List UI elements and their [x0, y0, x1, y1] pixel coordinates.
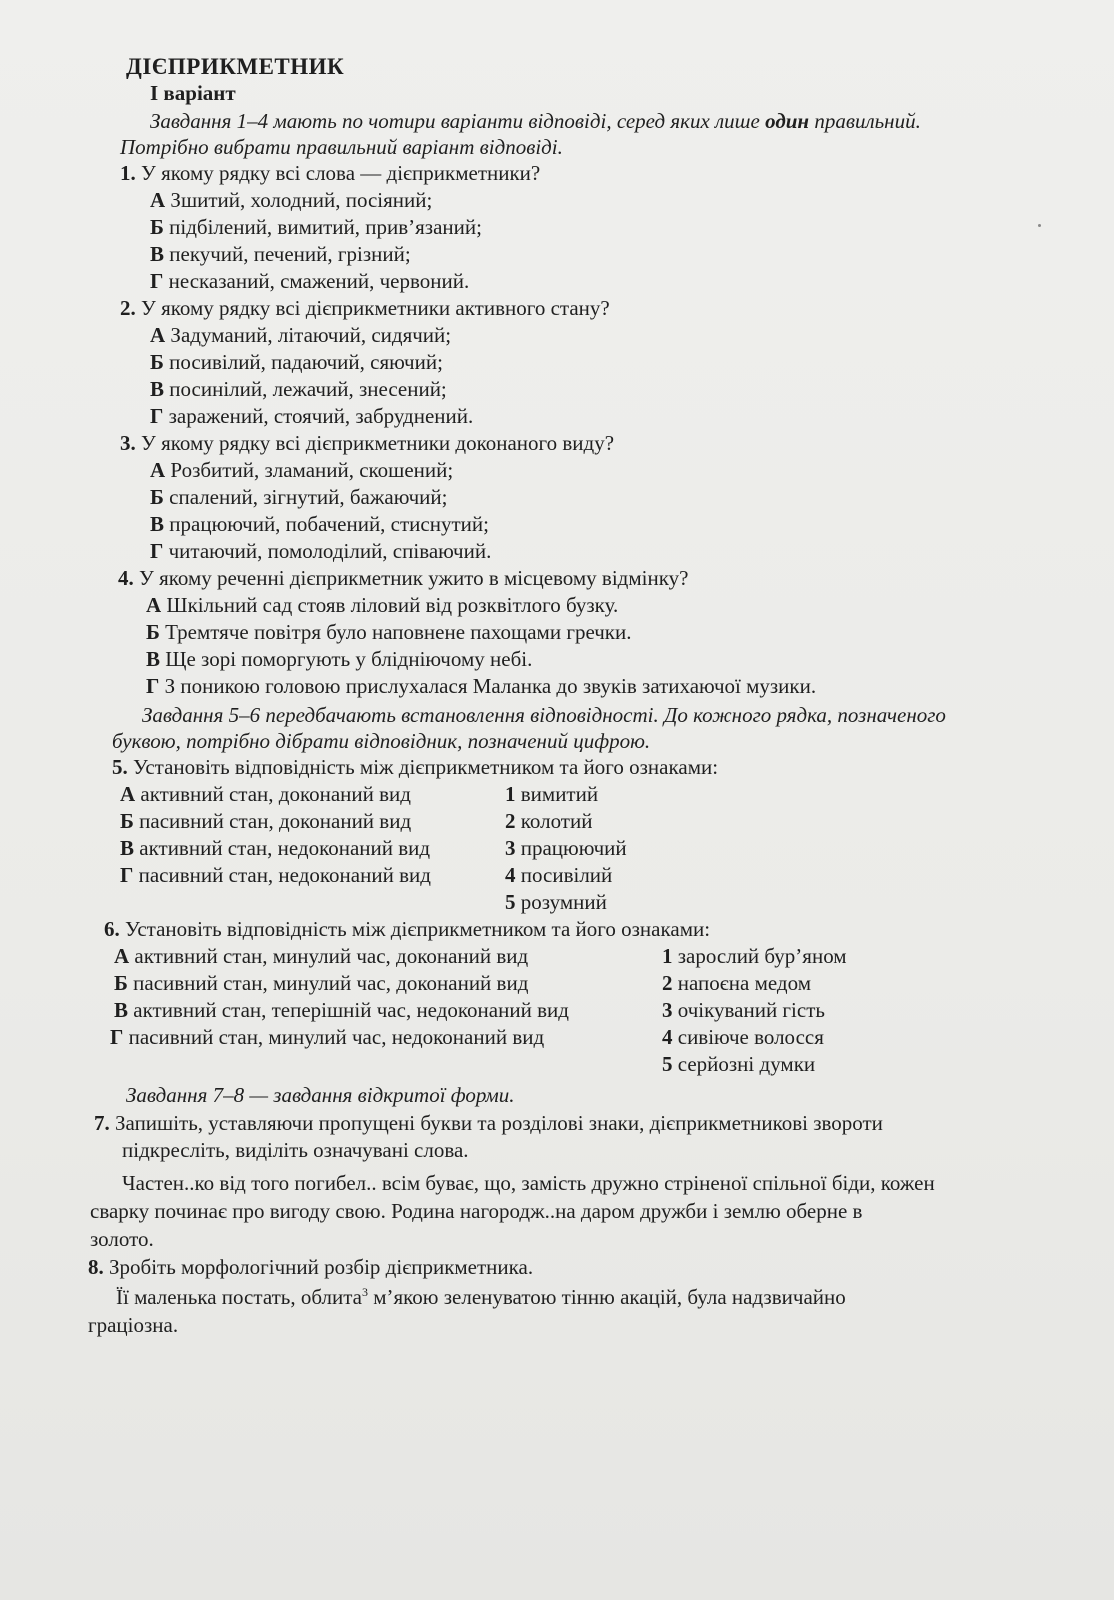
option-text: активний стан, минулий час, доконаний вид [134, 944, 529, 968]
instruction-7-8: Завдання 7–8 — завдання відкритої форми. [126, 1083, 515, 1107]
option-text: працюючий, побачений, стиснутий; [169, 512, 489, 536]
question-2 [120, 295, 610, 321]
option-number: 3 [505, 836, 516, 860]
superscript-mark: 3 [361, 1285, 368, 1299]
question-6 [104, 916, 710, 942]
match-right-item [662, 943, 847, 969]
option-text: пасивний стан, минулий час, недоконаний вид [128, 1025, 545, 1049]
option-number: 4 [505, 863, 516, 887]
option-text: працюючий [520, 836, 627, 860]
option-text: сивіюче волосся [677, 1025, 824, 1049]
match-left-item [114, 970, 528, 996]
option-number: 2 [662, 971, 673, 995]
question-text: Установіть відповідність між дієприкметником та його ознаками: [125, 917, 711, 941]
option-text: посивілий, падаючий, сяючий; [169, 350, 443, 374]
question-text: Запишіть, уставляючи пропущені букви та розділові знаки, дієприкметникові звороти [115, 1111, 883, 1135]
answer-option [146, 619, 632, 645]
instruction-text: Завдання 1–4 мають по чотири варіанти відповіді, серед яких лише [150, 109, 766, 133]
match-left-item [120, 835, 430, 861]
match-left-item [120, 862, 431, 888]
match-right-item [505, 835, 627, 861]
answer-option [146, 646, 532, 672]
option-number: 5 [505, 890, 516, 914]
question-number: 7. [94, 1111, 110, 1135]
option-text: Тремтяче повітря було наповнене пахощами гречки. [165, 620, 632, 644]
match-right-item [505, 808, 592, 834]
answer-option [150, 349, 443, 375]
option-text: пасивний стан, доконаний вид [139, 809, 412, 833]
option-text: Зшитий, холодний, посіяний; [170, 188, 433, 212]
match-right-item [662, 970, 811, 996]
question-7-paragraph-line3: золото. [90, 1227, 154, 1251]
option-letter: В [114, 998, 129, 1022]
answer-option [150, 538, 491, 564]
question-text: У якому реченні дієприкметник ужито в місцевому відмінку? [139, 566, 689, 590]
option-text: колотий [520, 809, 593, 833]
option-text: активний стан, недоконаний вид [139, 836, 431, 860]
option-text: З поникою головою прислухалася Маланка до звуків затихаючої музики. [164, 674, 817, 698]
option-text: серйозні думки [677, 1052, 816, 1076]
option-letter: Б [146, 620, 160, 644]
match-left-item [114, 943, 528, 969]
option-text: посивілий [520, 863, 613, 887]
option-letter: В [146, 647, 161, 671]
option-text: пасивний стан, недоконаний вид [138, 863, 431, 887]
page-title: ДІЄПРИКМЕТНИК [126, 54, 345, 79]
option-text: спалений, зігнутий, бажаючий; [169, 485, 448, 509]
question-5 [112, 754, 718, 780]
option-text: зарослий бур’яном [677, 944, 847, 968]
option-letter: В [150, 377, 165, 401]
option-letter: А [150, 458, 166, 482]
option-text: посинілий, лежачий, знесений; [169, 377, 447, 401]
answer-option [150, 484, 447, 510]
instruction-1-4-line2: Потрібно вибрати правильний варіант відповіді. [120, 135, 563, 159]
option-text: Шкільний сад стояв ліловий від розквітлого бузку. [166, 593, 619, 617]
option-letter: А [114, 944, 130, 968]
question-number: 5. [112, 755, 128, 779]
match-right-item [505, 862, 612, 888]
instruction-1-4-line1 [150, 108, 921, 134]
option-letter: А [150, 188, 166, 212]
option-number: 3 [662, 998, 673, 1022]
option-letter: Б [150, 485, 164, 509]
question-8 [88, 1254, 533, 1280]
option-letter: В [150, 242, 165, 266]
option-text: пасивний стан, минулий час, доконаний вид [133, 971, 529, 995]
match-left-item [120, 781, 411, 807]
option-text: напоєна медом [677, 971, 811, 995]
answer-option [150, 403, 473, 429]
option-letter: А [146, 593, 162, 617]
match-left-item [114, 997, 569, 1023]
question-number: 8. [88, 1255, 104, 1279]
option-letter: А [120, 782, 136, 806]
option-text: активний стан, теперішній час, недоконаний вид [133, 998, 569, 1022]
option-letter: Б [150, 215, 164, 239]
match-left-item [110, 1024, 544, 1050]
answer-option [146, 592, 618, 618]
question-number: 1. [120, 161, 136, 185]
question-text: У якому рядку всі слова — дієприкметники? [141, 161, 541, 185]
question-text: Зробіть морфологічний розбір дієприкметника. [109, 1255, 534, 1279]
question-8-paragraph-line1 [116, 1284, 846, 1310]
option-number: 1 [662, 944, 673, 968]
option-letter: А [150, 323, 166, 347]
question-3 [120, 430, 614, 456]
question-number: 4. [118, 566, 134, 590]
option-letter: Б [114, 971, 128, 995]
match-right-item [505, 889, 607, 915]
question-7-paragraph-line2: сварку починає про вигоду свою. Родина нагородж..на даром дружби і землю оберне в [90, 1199, 863, 1223]
answer-option [150, 241, 411, 267]
match-left-item [120, 808, 411, 834]
option-letter: Г [150, 269, 164, 293]
option-text: Розбитий, зламаний, скошений; [170, 458, 454, 482]
question-7-line2: підкресліть, виділіть означувані слова. [122, 1138, 469, 1162]
option-text: Ще зорі поморгують у блідніючому небі. [165, 647, 533, 671]
instruction-5-6-line2: буквою, потрібно дібрати відповідник, позначений цифрою. [112, 729, 651, 753]
answer-option [150, 457, 453, 483]
option-letter: Г [120, 863, 134, 887]
option-number: 5 [662, 1052, 673, 1076]
instruction-emphasis: один [765, 109, 810, 133]
question-4 [118, 565, 688, 591]
answer-option [146, 673, 816, 699]
option-letter: Б [120, 809, 134, 833]
question-number: 2. [120, 296, 136, 320]
paper-speck [1038, 224, 1041, 227]
option-letter: Б [150, 350, 164, 374]
match-right-item [505, 781, 598, 807]
answer-option [150, 268, 469, 294]
question-7 [94, 1110, 883, 1136]
answer-option [150, 214, 482, 240]
match-right-item [662, 1024, 824, 1050]
answer-option [150, 511, 489, 537]
option-text: активний стан, доконаний вид [140, 782, 411, 806]
question-8-paragraph-line2: граціозна. [88, 1313, 179, 1337]
sentence-part: Її маленька постать, облита [116, 1285, 362, 1309]
option-letter: Г [150, 404, 164, 428]
option-letter: Г [110, 1025, 124, 1049]
option-letter: Г [150, 539, 164, 563]
instruction-text-end: правильний. [809, 109, 921, 133]
option-text: Задуманий, літаючий, сидячий; [170, 323, 452, 347]
option-text: читаючий, помолоділий, співаючий. [168, 539, 492, 563]
option-text: несказаний, смажений, червоний. [168, 269, 470, 293]
variant-label: І варіант [150, 81, 236, 105]
sentence-part: м’якою зеленуватою тінню акацій, була надзвичайно [367, 1285, 846, 1309]
question-text: У якому рядку всі дієприкметники активного стану? [141, 296, 610, 320]
option-letter: В [120, 836, 135, 860]
option-text: очікуваний гість [677, 998, 825, 1022]
answer-option [150, 187, 432, 213]
answer-option [150, 322, 451, 348]
option-text: вимитий [520, 782, 599, 806]
match-right-item [662, 1051, 815, 1077]
option-text: підбілений, вимитий, прив’язаний; [169, 215, 482, 239]
option-text: пекучий, печений, грізний; [169, 242, 411, 266]
question-number: 3. [120, 431, 136, 455]
option-number: 2 [505, 809, 516, 833]
question-text: У якому рядку всі дієприкметники доконаного виду? [141, 431, 615, 455]
option-text: заражений, стоячий, забруднений. [168, 404, 474, 428]
option-text: розумний [520, 890, 607, 914]
question-text: Установіть відповідність між дієприкметником та його ознаками: [133, 755, 719, 779]
question-7-paragraph-line1: Частен..ко від того погибел.. всім буває, що, замість дружно стріненої спільної біди, кожен [122, 1171, 935, 1195]
match-right-item [662, 997, 825, 1023]
instruction-5-6-line1: Завдання 5–6 передбачають встановлення відповідності. До кожного рядка, позначеного [142, 703, 946, 727]
question-number: 6. [104, 917, 120, 941]
option-number: 4 [662, 1025, 673, 1049]
answer-option [150, 376, 447, 402]
option-letter: В [150, 512, 165, 536]
option-number: 1 [505, 782, 516, 806]
option-letter: Г [146, 674, 160, 698]
question-1 [120, 160, 540, 186]
